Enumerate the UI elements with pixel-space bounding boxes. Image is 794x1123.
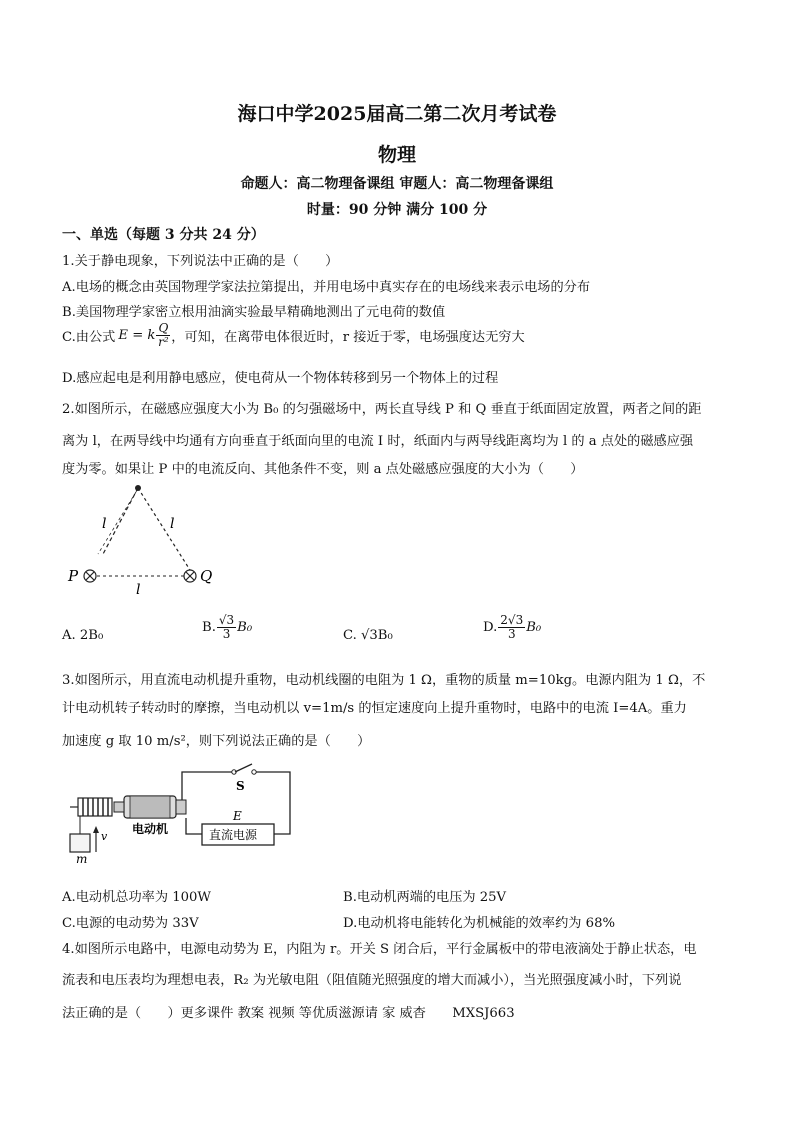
q1-option-c-text: ，可知，在离带电体很近时，r 接近于零，电场强度达无穷大 — [171, 330, 525, 345]
q1-formula-lhs: E = k — [118, 328, 156, 343]
q1-option-c — [62, 322, 525, 349]
q3-label-motor: 电动机 — [132, 822, 169, 836]
q3-label-m: m — [76, 852, 88, 866]
section-heading: 一、单选（每题 3 分共 24 分） — [62, 227, 265, 243]
q3-mass-block — [70, 834, 90, 852]
q2-label-l-right: l — [170, 516, 175, 532]
q3-motor — [114, 796, 186, 818]
q2-label-l-left: l — [102, 516, 107, 532]
time-score-line: 时量：90 分钟 满分 100 分 — [306, 202, 488, 218]
q3-line3: 加速度 g 取 10 m/s²，则下列说法正确的是（ ） — [62, 734, 371, 749]
q2-option-b-denominator: 3 — [222, 627, 231, 641]
q3-label-source: 直流电源 — [209, 828, 258, 842]
q4-line1: 4.如图所示电路中，电源电动势为 E，内阻为 r。开关 S 闭合后，平行金属板中的带电液滴处于静止状态，电 — [62, 942, 697, 957]
q2-line2: 离为 l，在两导线中均通有方向垂直于纸面向里的电流 I 时，纸面内与两导线距离均为 l 的 a 点处的磁感应强 — [62, 434, 694, 449]
q3-option-b: B.电动机两端的电压为 25V — [343, 890, 507, 905]
q2-label-q: Q — [200, 567, 213, 585]
q1-option-a: A.电场的概念由英国物理学家法拉第提出，并用电场中真实存在的电场线来表示电场的分布 — [62, 280, 591, 295]
q3-figure — [64, 762, 304, 866]
q1-option-c-prefix: C.由公式 — [62, 330, 116, 345]
q3-option-d: D.电动机将电能转化为机械能的效率约为 68% — [343, 916, 615, 931]
q1-formula-fraction — [156, 322, 170, 349]
q4-line3: 法正确的是（ ）更多课件 教案 视频 等优质滋源请 家 威杳 MXSJ663 — [62, 1006, 515, 1021]
q2-wire-q — [184, 570, 196, 582]
q3-line2: 计电动机转子转动时的摩擦，当电动机以 v=1m/s 的恒定速度向上提升重物时，电路中的电流 I=4A。重力 — [62, 701, 687, 716]
q3-label-e: E — [233, 809, 242, 823]
q3-option-a: A.电动机总功率为 100W — [62, 890, 211, 905]
q2-label-l-bottom: l — [136, 582, 141, 598]
q1-formula-numerator: Q — [158, 321, 169, 335]
q2-wire-p — [84, 570, 96, 582]
q2-point-a — [135, 485, 141, 491]
q2-option-b-fraction — [217, 614, 236, 641]
q3-wire-bottom — [186, 818, 202, 834]
q2-line-qa — [138, 488, 190, 570]
q2-option-d-unit: B₀ — [526, 620, 542, 635]
q3-line1: 3.如图所示，用直流电动机提升重物，电动机线圈的电阻为 1 Ω，重物的质量 m=10kg。电源内阻为 1 Ω，不 — [62, 673, 706, 688]
q3-winch-drum — [70, 798, 112, 816]
q2-option-b-prefix: B. — [202, 620, 216, 635]
q3-option-c: C.电源的电动势为 33V — [62, 916, 199, 931]
q1-option-b: B.美国物理学家密立根用油滴实验最早精确地测出了元电荷的数值 — [62, 305, 446, 320]
q2-option-d-prefix: D. — [483, 620, 498, 635]
exam-title: 海口中学2025届高二第二次月考试卷 — [237, 103, 557, 125]
subject-title: 物理 — [377, 144, 416, 166]
q2-option-d-fraction — [498, 614, 525, 641]
q1-option-d: D.感应起电是利用静电感应，使电荷从一个物体转移到另一个物体上的过程 — [62, 371, 499, 386]
q2-option-d — [483, 614, 541, 641]
q2-option-b-unit: B₀ — [237, 620, 253, 635]
q2-option-d-denominator: 3 — [507, 627, 516, 641]
q3-label-v: v — [101, 830, 108, 843]
q2-option-d-numerator: 2√3 — [500, 613, 524, 627]
q2-line3: 度为零。如果让 P 中的电流反向、其他条件不变，则 a 点处磁感应强度的大小为（ ） — [62, 462, 584, 477]
q2-line1: 2.如图所示，在磁感应强度大小为 B₀ 的匀强磁场中，两长直导线 P 和 Q 垂直于纸面固定放置，两者之间的距 — [62, 402, 702, 417]
q3-switch — [232, 764, 256, 774]
q2-figure — [62, 480, 232, 598]
q1-formula-denominator: r² — [158, 335, 169, 349]
q3-wire-top-left — [182, 772, 232, 800]
q2-option-b-numerator: √3 — [218, 613, 235, 627]
q2-option-a: A. 2B₀ — [62, 628, 104, 643]
q2-label-p: P — [68, 567, 79, 585]
q4-line2: 流表和电压表均为理想电表，R₂ 为光敏电阻（阻值随光照强度的增大而减小），当光照强度减小时，下列说 — [62, 973, 682, 988]
q1-stem: 1.关于静电现象，下列说法中正确的是（ ） — [62, 254, 339, 269]
q3-velocity-arrowhead — [93, 826, 99, 833]
q3-label-s: S — [236, 779, 245, 793]
q2-option-c: C. √3B₀ — [343, 628, 393, 643]
authors-line: 命题人：高二物理备课组 审题人：高二物理备课组 — [240, 176, 554, 192]
q2-option-b — [202, 614, 252, 641]
